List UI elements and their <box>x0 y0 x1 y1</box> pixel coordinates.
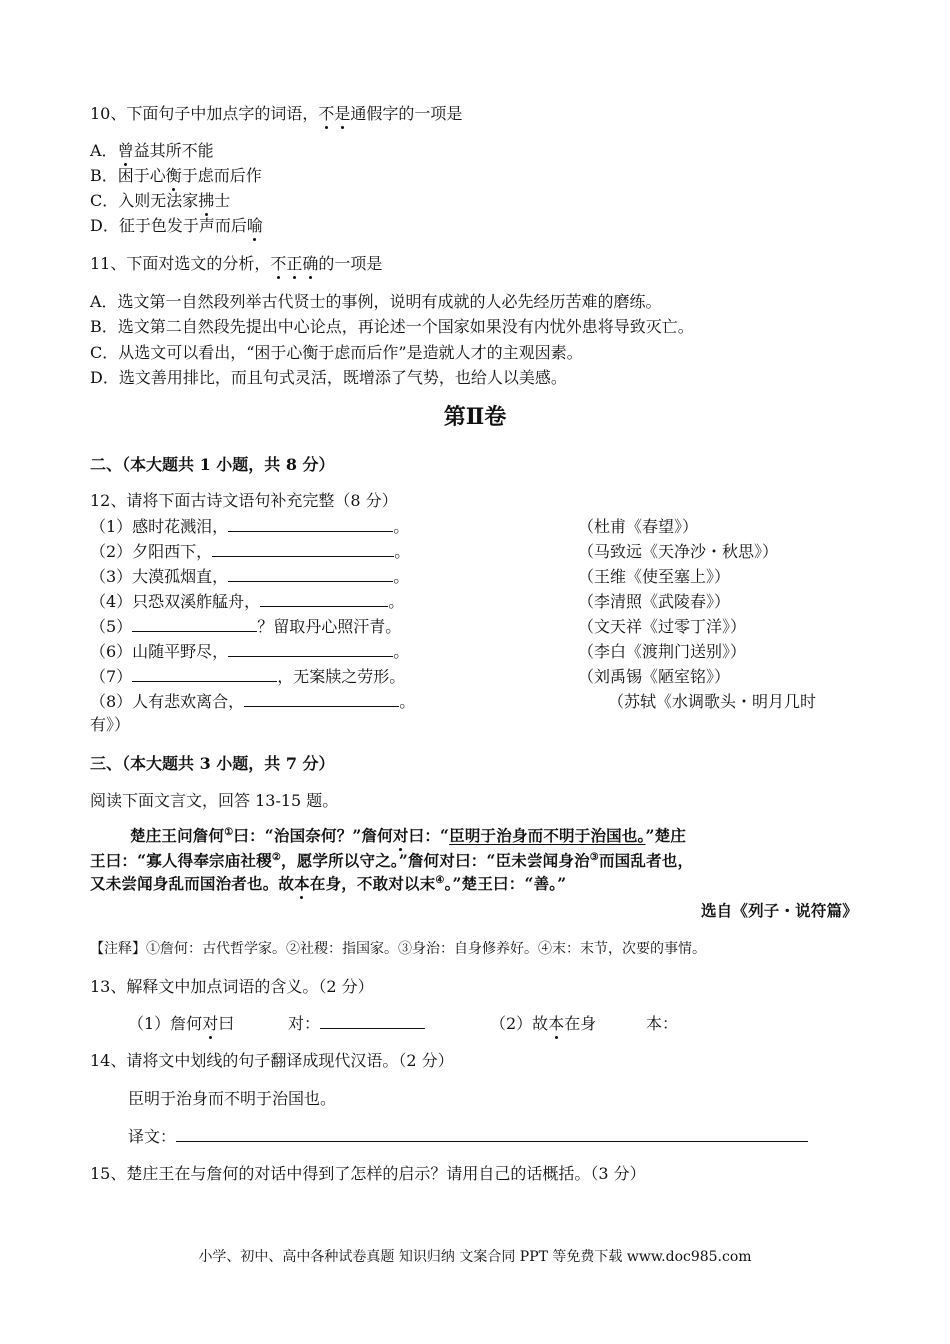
q15-stem: 15、楚庄王在与詹何的对话中得到了怎样的启示？请用自己的话概括。（3 分） <box>90 1164 646 1183</box>
q10-stem: 10、下面句子中加点字的词语，不是通假字的一项是 <box>90 101 462 124</box>
emphasis-dot: 喻 <box>247 213 263 236</box>
page-footer: 小学、初中、高中各种试卷真题 知识归纳 文案合同 PPT 等免费下载 www.doc985.com <box>198 1249 752 1265</box>
reading-intro: 阅读下面文言文，回答 13-15 题。 <box>90 791 339 810</box>
answer-blank[interactable] <box>260 592 388 607</box>
passage-line-1: 楚庄王问詹何①曰：“治国奈何？”詹何对曰：“臣明于治身而不明于治国也。”楚庄 <box>130 826 687 845</box>
q12-line-2: （2）夕阳西下， 。 <box>90 542 411 561</box>
answer-blank[interactable] <box>228 567 393 582</box>
emphasis-dot: 确 <box>302 251 318 274</box>
passage-line-2: 王曰：“寡人得奉宗庙社稷②，愿学所以守之。”詹何对曰：“臣未尝闻身治③而国乱者也， <box>90 851 694 870</box>
passage-line-3: 又未尝闻身乱而国治者也。故本在身，不敢对以末④。”楚王曰：“善。” <box>90 874 567 893</box>
emphasis-dot: 本 <box>294 874 310 893</box>
emphasis-dot: 不 <box>318 101 334 124</box>
q11-option-d: D．选文善用排比，而且句式灵活，既增添了气势，也给人以美感。 <box>90 368 567 387</box>
emphasis-dot: 拂 <box>198 188 214 211</box>
q10-option-b: B．困于心衡于虑而后作 <box>90 163 262 186</box>
q12-line-5: （5） ？留取丹心照汗青。 <box>90 617 402 636</box>
q12-source-3: （王维《使至塞上》） <box>578 567 731 586</box>
q12-line-6: （6）山随平野尽， 。 <box>90 642 410 661</box>
emphasis-dot: 对 <box>202 1011 218 1034</box>
q12-line-7: （7） ，无案牍之劳形。 <box>90 667 406 686</box>
section-2-heading: 二、（本大题共 1 小题，共 8 分） <box>90 455 335 474</box>
passage-source: 选自《列子・说符篇》 <box>700 901 858 920</box>
q12-source-7: （刘禹锡《陋室铭》） <box>578 667 731 686</box>
answer-blank[interactable] <box>228 642 393 657</box>
answer-blank[interactable] <box>244 692 399 707</box>
emphasis-dot: 不 <box>270 251 286 274</box>
emphasis-dot: 衡 <box>166 163 182 186</box>
q14-sentence: 臣明于治身而不明于治国也。 <box>128 1089 337 1108</box>
q14-stem: 14、请将文中划线的句子翻译成现代汉语。（2 分） <box>90 1051 454 1070</box>
q13-item-1-answer: 对： <box>288 1011 425 1034</box>
answer-blank[interactable] <box>320 1014 425 1029</box>
q13-item-1: （1）詹何对曰 <box>128 1011 234 1034</box>
emphasis-dot: 曾 <box>118 138 134 161</box>
q12-source-5: （文天祥《过零丁洋》） <box>578 617 747 636</box>
q12-line-8: （8）人有悲欢离合， 。 <box>90 692 416 711</box>
underlined-sentence: 臣明于治身而不明于治国也。 <box>449 826 646 845</box>
q12-source-8-wrap: 有》） <box>90 715 131 734</box>
translation-blank[interactable] <box>176 1127 808 1142</box>
q10-option-a: A．曾益其所不能 <box>90 138 214 161</box>
q12-line-4: （4）只恐双溪舴艋舟， 。 <box>90 592 405 611</box>
q10-option-d: D．征于色发于声而后喻 <box>90 213 263 236</box>
emphasis-dot: 是 <box>334 101 350 124</box>
q13-item-2: （2）故本在身 <box>490 1011 596 1034</box>
q11-stem: 11、下面对选文的分析，不正确的一项是 <box>90 251 382 274</box>
emphasis-dot: 本 <box>548 1011 564 1034</box>
answer-blank[interactable] <box>132 667 277 682</box>
q13-item-2-label: 本： <box>646 1014 679 1033</box>
q12-line-1: （1）感时花溅泪， 。 <box>90 517 410 536</box>
part-title: 第Ⅱ卷 <box>443 404 507 430</box>
q12-source-2: （马致远《天净沙・秋思》） <box>578 542 779 561</box>
emphasis-dot: 对 <box>392 826 409 845</box>
q10-option-c: C．入则无法家拂士 <box>90 188 230 211</box>
q11-option-b: B．选文第二自然段先提出中心论点，再论述一个国家如果没有内忧外患将导致灭亡。 <box>90 317 694 336</box>
answer-blank[interactable] <box>212 542 394 557</box>
q13-stem: 13、解释文中加点词语的含义。（2 分） <box>90 977 374 996</box>
q12-source-8: （苏轼《水调歌头・明月几时 <box>608 692 817 711</box>
q14-translation: 译文： <box>128 1124 808 1147</box>
q12-source-6: （李白《渡荆门送别》） <box>578 642 747 661</box>
q12-source-1: （杜甫《春望》） <box>578 517 699 536</box>
q12-source-4: （李清照《武陵春》） <box>578 592 731 611</box>
q12-stem: 12、请将下面古诗文语句补充完整（8 分） <box>90 491 398 510</box>
annotation-note: 【注释】①詹何：古代哲学家。②社稷：指国家。③身治：自身修养好。④末：末节，次要的事情。 <box>90 941 706 957</box>
q11-option-a: A．选文第一自然段列举古代贤士的事例，说明有成就的人必先经历苦难的磨练。 <box>90 292 662 311</box>
answer-blank[interactable] <box>132 617 257 632</box>
q12-line-3: （3）大漠孤烟直， 。 <box>90 567 410 586</box>
q11-option-c: C．从选文可以看出，“困于心衡于虑而后作”是造就人才的主观因素。 <box>90 343 583 362</box>
answer-blank[interactable] <box>228 517 393 532</box>
section-3-heading: 三、（本大题共 3 小题，共 7 分） <box>90 754 335 773</box>
emphasis-dot: 正 <box>286 251 302 274</box>
